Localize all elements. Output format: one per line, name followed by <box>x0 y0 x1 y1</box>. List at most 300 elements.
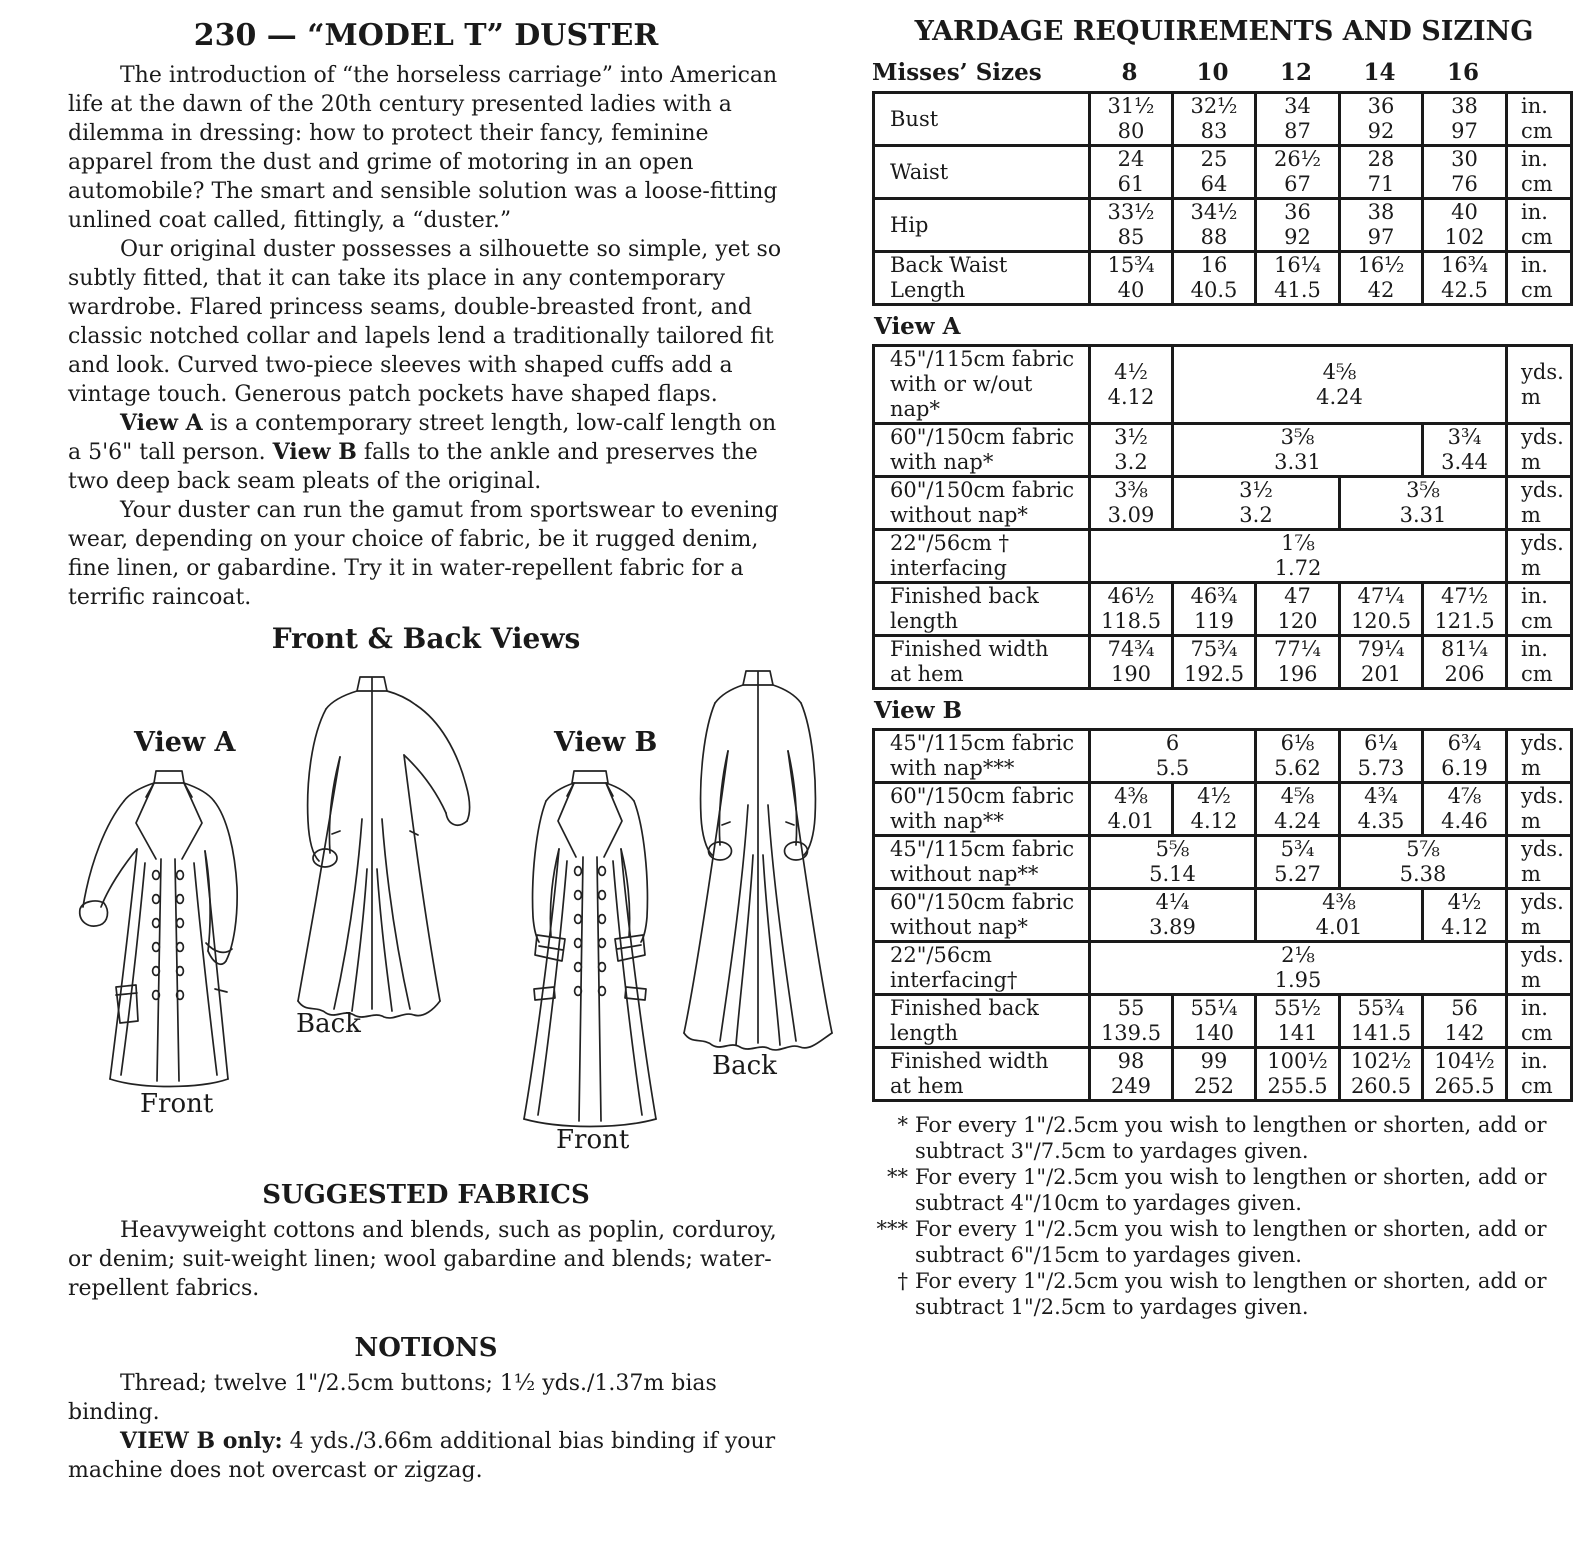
unit-cell: yds. m <box>1507 783 1572 836</box>
metric-value: 3.2 <box>1114 450 1148 474</box>
text-run: Thread; twelve 1"/2.5cm buttons; 1½ yds./1.37m bias binding. <box>68 1371 717 1425</box>
view-b-table-label: View B <box>874 697 963 724</box>
value-cell <box>1173 199 1256 252</box>
suggested-fabrics-text <box>68 1216 784 1303</box>
row-label: 22"/56cm † interfacing <box>874 530 1090 583</box>
value-cell <box>1090 199 1173 252</box>
metric-value: 83 <box>1200 119 1228 143</box>
text-run: 4 yds./3.66m additional bias binding if your machine does not overcast or zigzag. <box>68 1429 776 1483</box>
unit-cell: yds. m <box>1507 424 1572 477</box>
metric-value: 85 <box>1117 225 1145 249</box>
metric-value: 252 <box>1193 1074 1235 1098</box>
value-cell <box>1340 1048 1423 1101</box>
metric-value: 3.2 <box>1239 503 1273 527</box>
value-cell <box>1340 730 1423 783</box>
unit-cell: yds. m <box>1507 889 1572 942</box>
row-label: Finished back length <box>874 583 1090 636</box>
row-label: Finished width at hem <box>874 636 1090 689</box>
imperial-value: 31½ <box>1107 94 1155 118</box>
footnote-marker: ** <box>887 1165 908 1189</box>
unit-cell: in. cm <box>1507 252 1572 305</box>
imperial-value: 3½ <box>1239 478 1273 502</box>
view-a-front-illustration <box>74 759 264 1104</box>
imperial-value: 3⅝ <box>1280 425 1315 449</box>
value-cell <box>1256 889 1423 942</box>
footnote <box>872 1216 1576 1268</box>
imperial-value: 4½ <box>1197 784 1231 808</box>
misses-sizes-label: Misses’ Sizes <box>872 59 1042 86</box>
imperial-value: 55½ <box>1273 996 1322 1020</box>
row-label: 60"/150cm fabric with nap** <box>874 783 1090 836</box>
metric-value: 3.44 <box>1441 450 1488 474</box>
imperial-value: 16¾ <box>1440 253 1489 277</box>
row-label: Finished width at hem <box>874 1048 1090 1101</box>
imperial-value: 99 <box>1200 1049 1228 1073</box>
value-cell <box>1423 252 1507 305</box>
value-cell <box>1173 146 1256 199</box>
view-a-yardage-table <box>872 344 1576 690</box>
metric-value: 141.5 <box>1350 1021 1412 1045</box>
value-cell <box>1256 1048 1340 1101</box>
unit-cell: yds. m <box>1507 836 1572 889</box>
metric-value: 190 <box>1110 662 1152 686</box>
metric-value: 4.01 <box>1315 915 1363 939</box>
imperial-value: 4½ <box>1447 890 1482 914</box>
imperial-value: 4⅜ <box>1322 890 1356 914</box>
imperial-value: 2⅛ <box>1281 943 1315 967</box>
row-label: Waist <box>874 146 1090 199</box>
value-cell <box>1423 889 1507 942</box>
imperial-value: 55¼ <box>1190 996 1238 1020</box>
value-cell <box>1090 636 1173 689</box>
row-label: 45"/115cm fabric with or w/out nap* <box>874 346 1090 424</box>
intro-text <box>68 61 784 612</box>
metric-value: 5.5 <box>1155 756 1190 780</box>
metric-value: 141 <box>1277 1021 1318 1045</box>
metric-value: 4.12 <box>1190 809 1238 833</box>
illustration-area <box>68 657 808 1162</box>
table-row <box>874 942 1572 995</box>
imperial-value: 3⅜ <box>1114 478 1148 502</box>
value-cell <box>1090 783 1173 836</box>
table-row <box>874 93 1572 146</box>
value-cell <box>1423 424 1507 477</box>
imperial-value: 6 <box>1165 731 1180 755</box>
value-cell <box>1256 783 1340 836</box>
metric-value: 40 <box>1117 278 1145 302</box>
view-b-label: View B <box>554 727 658 758</box>
row-label: Finished back length <box>874 995 1090 1048</box>
unit-cell: in. cm <box>1507 995 1572 1048</box>
notions-paragraph <box>68 1427 784 1485</box>
text-run: The introduction of “the horseless carriage” into American life at the dawn of the 20th century presented ladies with a dilemma in dressing: how to protect their fancy, feminine apparel from the dust and grime of motoring in an open automobile? The smart and sensible solution was a loose-fitting unlined coat called, fittingly, a “duster.” <box>68 63 778 233</box>
table-row <box>874 1048 1572 1101</box>
imperial-value: 3⅝ <box>1406 478 1440 502</box>
imperial-value: 36 <box>1367 94 1395 118</box>
metric-value: 5.14 <box>1149 862 1196 886</box>
value-cell <box>1090 889 1256 942</box>
unit-cell: in. cm <box>1507 636 1572 689</box>
unit-cell: in. cm <box>1507 1048 1572 1101</box>
metric-value: 80 <box>1117 119 1145 143</box>
metric-value: 119 <box>1193 609 1235 633</box>
text-run: Our original duster possesses a silhouette so simple, yet so subtly fitted, that it can take its place in any contemporary wardrobe. Flared princess seams, double-breasted front, and classic notched collar and lapels lend a traditionally tailored fit and look. Curved two-piece sleeves with shaped cuffs add a vintage touch. Generous patch pockets have shaped flaps. <box>68 237 782 407</box>
size-column-header: 14 <box>1363 59 1396 86</box>
imperial-value: 6¾ <box>1447 731 1482 755</box>
value-cell <box>1423 730 1507 783</box>
yardage-column <box>872 8 1576 1320</box>
imperial-value: 25 <box>1200 147 1228 171</box>
metric-value: 192.5 <box>1183 662 1245 686</box>
unit-cell: in. cm <box>1507 146 1572 199</box>
unit-cell: yds. m <box>1507 477 1572 530</box>
metric-value: 140 <box>1193 1021 1235 1045</box>
unit-cell: yds. m <box>1507 346 1572 424</box>
metric-value: 4.35 <box>1357 809 1405 833</box>
row-label: Bust <box>874 93 1090 146</box>
unit-cell: yds. m <box>1507 730 1572 783</box>
table-row <box>874 424 1572 477</box>
value-cell <box>1090 730 1256 783</box>
value-cell <box>1423 93 1507 146</box>
imperial-value: 30 <box>1451 147 1478 171</box>
row-label: 45"/115cm fabric without nap** <box>874 836 1090 889</box>
value-cell <box>1423 1048 1507 1101</box>
row-label: 22"/56cm interfacing† <box>874 942 1090 995</box>
imperial-value: 47¼ <box>1357 584 1405 608</box>
value-cell <box>1340 252 1423 305</box>
row-label: 60"/150cm fabric without nap* <box>874 889 1090 942</box>
footnote-text: For every 1"/2.5cm you wish to lengthen or shorten, add or subtract 6"/15cm to yardages given. <box>915 1217 1547 1267</box>
metric-value: 6.19 <box>1441 756 1488 780</box>
value-cell <box>1256 730 1340 783</box>
metric-value: 5.62 <box>1274 756 1321 780</box>
value-cell <box>1256 636 1340 689</box>
metric-value: 40.5 <box>1190 278 1238 302</box>
view-a-table-label: View A <box>874 313 961 340</box>
metric-value: 4.46 <box>1441 809 1488 833</box>
value-cell <box>1256 583 1340 636</box>
imperial-value: 47½ <box>1440 584 1489 608</box>
notions-text <box>68 1369 784 1485</box>
value-cell <box>1173 424 1423 477</box>
imperial-value: 5¾ <box>1280 837 1315 861</box>
metric-value: 120.5 <box>1350 609 1412 633</box>
row-label: Back Waist Length <box>874 252 1090 305</box>
row-label: 45"/115cm fabric with nap*** <box>874 730 1090 783</box>
imperial-value: 6¼ <box>1364 731 1398 755</box>
notions-paragraph <box>68 1369 784 1427</box>
view-a-back-illustration <box>264 669 479 1034</box>
footnote-text: For every 1"/2.5cm you wish to lengthen or shorten, add or subtract 1"/2.5cm to yardages given. <box>915 1269 1547 1319</box>
view-b-back-illustration <box>668 665 843 1065</box>
view-b-front-caption: Front <box>556 1125 630 1155</box>
value-cell <box>1173 583 1256 636</box>
value-cell <box>1090 346 1173 424</box>
value-cell <box>1340 995 1423 1048</box>
imperial-value: 102½ <box>1350 1049 1412 1073</box>
table-row <box>874 199 1572 252</box>
emphasis-text: View B <box>272 439 357 465</box>
value-cell <box>1340 783 1423 836</box>
value-cell <box>1173 346 1507 424</box>
metric-value: 249 <box>1110 1074 1152 1098</box>
size-column-header: 8 <box>1121 59 1138 86</box>
yardage-table-grid <box>872 728 1573 1102</box>
size-column-header: 10 <box>1196 59 1229 86</box>
value-cell <box>1090 252 1173 305</box>
table-row <box>874 889 1572 942</box>
imperial-value: 79¼ <box>1357 637 1405 661</box>
metric-value: 1.95 <box>1274 968 1322 992</box>
value-cell <box>1090 477 1173 530</box>
yardage-table-grid <box>872 91 1573 306</box>
suggested-fabrics-heading: SUGGESTED FABRICS <box>262 1180 590 1210</box>
view-a-back-caption: Back <box>296 1009 361 1039</box>
value-cell <box>1340 836 1507 889</box>
imperial-value: 47 <box>1284 584 1311 608</box>
value-cell <box>1173 252 1256 305</box>
value-cell <box>1340 477 1507 530</box>
table-row <box>874 583 1572 636</box>
metric-value: 92 <box>1367 119 1395 143</box>
value-cell <box>1423 199 1507 252</box>
metric-value: 92 <box>1284 225 1311 249</box>
value-cell <box>1256 146 1340 199</box>
metric-value: 120 <box>1277 609 1318 633</box>
metric-value: 121.5 <box>1434 609 1495 633</box>
value-cell <box>1173 93 1256 146</box>
value-cell <box>1256 252 1340 305</box>
imperial-value: 1⅞ <box>1281 531 1315 555</box>
text-run: Heavyweight cottons and blends, such as poplin, corduroy, or denim; suit-weight linen; wool gabardine and blends; water-repellent fabrics. <box>68 1218 777 1301</box>
notions-heading: NOTIONS <box>354 1333 498 1363</box>
imperial-value: 5⅞ <box>1406 837 1440 861</box>
imperial-value: 4¾ <box>1364 784 1398 808</box>
intro-paragraph <box>68 409 784 496</box>
table-row <box>874 836 1572 889</box>
metric-value: 142 <box>1444 1021 1485 1045</box>
emphasis-text: VIEW B only: <box>120 1428 283 1454</box>
imperial-value: 81¼ <box>1440 637 1489 661</box>
imperial-value: 46½ <box>1107 584 1155 608</box>
unit-cell: yds. m <box>1507 530 1572 583</box>
imperial-value: 4½ <box>1114 359 1148 384</box>
unit-cell: in. cm <box>1507 93 1572 146</box>
metric-value: 5.73 <box>1357 756 1405 780</box>
value-cell <box>1256 836 1340 889</box>
footnote-marker: † <box>897 1269 908 1293</box>
table-row <box>874 477 1572 530</box>
table-row <box>874 346 1572 424</box>
imperial-value: 33½ <box>1107 200 1155 224</box>
table-row <box>874 636 1572 689</box>
imperial-value: 46¾ <box>1190 584 1238 608</box>
imperial-value: 38 <box>1451 94 1478 118</box>
view-a-label: View A <box>134 727 236 758</box>
metric-value: 3.31 <box>1399 503 1447 527</box>
imperial-value: 16¼ <box>1273 253 1322 277</box>
metric-value: 260.5 <box>1350 1074 1412 1098</box>
metric-value: 102 <box>1444 225 1485 249</box>
value-cell <box>1423 995 1507 1048</box>
imperial-value: 26½ <box>1273 147 1322 171</box>
value-cell <box>1090 583 1173 636</box>
metric-value: 71 <box>1367 172 1395 196</box>
metric-value: 4.12 <box>1107 384 1155 409</box>
table-row <box>874 783 1572 836</box>
table-row <box>874 530 1572 583</box>
metric-value: 255.5 <box>1267 1074 1328 1098</box>
metric-value: 196 <box>1277 662 1318 686</box>
yardage-table-grid <box>872 344 1573 690</box>
metric-value: 61 <box>1117 172 1145 196</box>
imperial-value: 55¾ <box>1357 996 1405 1020</box>
imperial-value: 34 <box>1284 94 1311 118</box>
value-cell <box>1423 583 1507 636</box>
text-run: falls to the ankle and preserves the two deep back seam pleats of the original. <box>68 440 758 494</box>
imperial-value: 3½ <box>1114 425 1148 449</box>
imperial-value: 55 <box>1117 996 1145 1020</box>
value-cell <box>1340 636 1423 689</box>
imperial-value: 74¾ <box>1107 637 1155 661</box>
imperial-value: 40 <box>1451 200 1478 224</box>
footnote-text: For every 1"/2.5cm you wish to lengthen or shorten, add or subtract 4"/10cm to yardages given. <box>915 1165 1547 1215</box>
value-cell <box>1256 199 1340 252</box>
metric-value: 206 <box>1444 662 1485 686</box>
view-a-front-caption: Front <box>140 1089 214 1119</box>
value-cell <box>1423 783 1507 836</box>
value-cell <box>1173 995 1256 1048</box>
table-row <box>874 252 1572 305</box>
value-cell <box>1173 783 1256 836</box>
imperial-value: 16 <box>1200 253 1228 277</box>
row-label: Hip <box>874 199 1090 252</box>
imperial-value: 77¼ <box>1273 637 1322 661</box>
table-row <box>874 146 1572 199</box>
value-cell <box>1090 1048 1173 1101</box>
value-cell <box>1340 199 1423 252</box>
description-column <box>68 8 784 1485</box>
value-cell <box>1173 477 1340 530</box>
view-b-yardage-table <box>872 728 1576 1102</box>
footnote-marker: *** <box>876 1217 908 1241</box>
value-cell <box>1256 93 1340 146</box>
metric-value: 1.72 <box>1274 556 1322 580</box>
footnote <box>872 1112 1576 1164</box>
yardage-heading: YARDAGE REQUIREMENTS AND SIZING <box>914 16 1534 47</box>
imperial-value: 4⅝ <box>1280 784 1315 808</box>
imperial-value: 4⅞ <box>1447 784 1482 808</box>
imperial-value: 16½ <box>1357 253 1405 277</box>
imperial-value: 36 <box>1284 200 1311 224</box>
sizing-table <box>872 91 1576 306</box>
front-back-views-heading: Front & Back Views <box>271 622 581 655</box>
metric-value: 4.24 <box>1274 809 1321 833</box>
value-cell <box>1090 93 1173 146</box>
imperial-value: 3¾ <box>1447 425 1482 449</box>
metric-value: 4.12 <box>1441 915 1488 939</box>
imperial-value: 28 <box>1367 147 1395 171</box>
metric-value: 5.27 <box>1274 862 1321 886</box>
imperial-value: 75¾ <box>1190 637 1238 661</box>
value-cell <box>1340 583 1423 636</box>
metric-value: 3.89 <box>1149 915 1196 939</box>
imperial-value: 4⅝ <box>1322 359 1357 384</box>
metric-value: 4.01 <box>1107 809 1155 833</box>
imperial-value: 98 <box>1117 1049 1145 1073</box>
metric-value: 97 <box>1451 119 1478 143</box>
metric-value: 64 <box>1200 172 1228 196</box>
imperial-value: 4⅜ <box>1114 784 1148 808</box>
imperial-value: 15¾ <box>1107 253 1155 277</box>
footnote <box>872 1164 1576 1216</box>
intro-paragraph <box>68 235 784 409</box>
imperial-value: 4¼ <box>1155 890 1190 914</box>
value-cell <box>1090 836 1256 889</box>
view-b-back-caption: Back <box>712 1051 777 1081</box>
imperial-value: 32½ <box>1190 94 1238 118</box>
text-run: Your duster can run the gamut from sportswear to evening wear, depending on your choice of fabric, be it rugged denim, fine linen, or gabardine. Try it in water-repellent fabric for a terrific raincoat. <box>68 498 779 610</box>
metric-value: 42 <box>1367 278 1395 302</box>
fabrics-paragraph <box>68 1216 784 1303</box>
value-cell <box>1423 146 1507 199</box>
table-row <box>874 995 1572 1048</box>
footnote <box>872 1268 1576 1320</box>
value-cell <box>1256 995 1340 1048</box>
metric-value: 139.5 <box>1100 1021 1162 1045</box>
value-cell <box>1340 93 1423 146</box>
imperial-value: 38 <box>1367 200 1395 224</box>
imperial-value: 6⅛ <box>1280 731 1315 755</box>
view-b-front-illustration <box>500 757 680 1142</box>
value-cell <box>1090 995 1173 1048</box>
metric-value: 88 <box>1200 225 1228 249</box>
metric-value: 4.24 <box>1316 384 1363 409</box>
metric-value: 67 <box>1284 172 1311 196</box>
metric-value: 265.5 <box>1434 1074 1495 1098</box>
unit-cell: in. cm <box>1507 583 1572 636</box>
value-cell <box>1090 530 1507 583</box>
value-cell <box>1090 942 1507 995</box>
footnote-text: For every 1"/2.5cm you wish to lengthen or shorten, add or subtract 3"/7.5cm to yardages given. <box>915 1113 1547 1163</box>
value-cell <box>1423 636 1507 689</box>
value-cell <box>1090 424 1173 477</box>
row-label: 60"/150cm fabric with nap* <box>874 424 1090 477</box>
unit-cell: in. cm <box>1507 199 1572 252</box>
footnote-marker: * <box>897 1113 908 1137</box>
metric-value: 41.5 <box>1274 278 1321 302</box>
text-run: is a contemporary street length, low-calf length on a 5'6" tall person. <box>68 411 777 465</box>
sizes-header-row <box>872 59 1576 86</box>
metric-value: 5.38 <box>1399 862 1447 886</box>
metric-value: 118.5 <box>1100 609 1162 633</box>
page-title: 230 — “MODEL T” DUSTER <box>193 18 659 53</box>
metric-value: 87 <box>1284 119 1311 143</box>
value-cell <box>1090 146 1173 199</box>
metric-value: 3.09 <box>1107 503 1155 527</box>
emphasis-text: View A <box>120 410 203 436</box>
metric-value: 201 <box>1360 662 1402 686</box>
intro-paragraph <box>68 496 784 612</box>
imperial-value: 56 <box>1451 996 1478 1020</box>
imperial-value: 100½ <box>1267 1049 1328 1073</box>
imperial-value: 24 <box>1117 147 1145 171</box>
value-cell <box>1340 146 1423 199</box>
imperial-value: 104½ <box>1434 1049 1495 1073</box>
metric-value: 76 <box>1451 172 1478 196</box>
metric-value: 42.5 <box>1441 278 1488 302</box>
